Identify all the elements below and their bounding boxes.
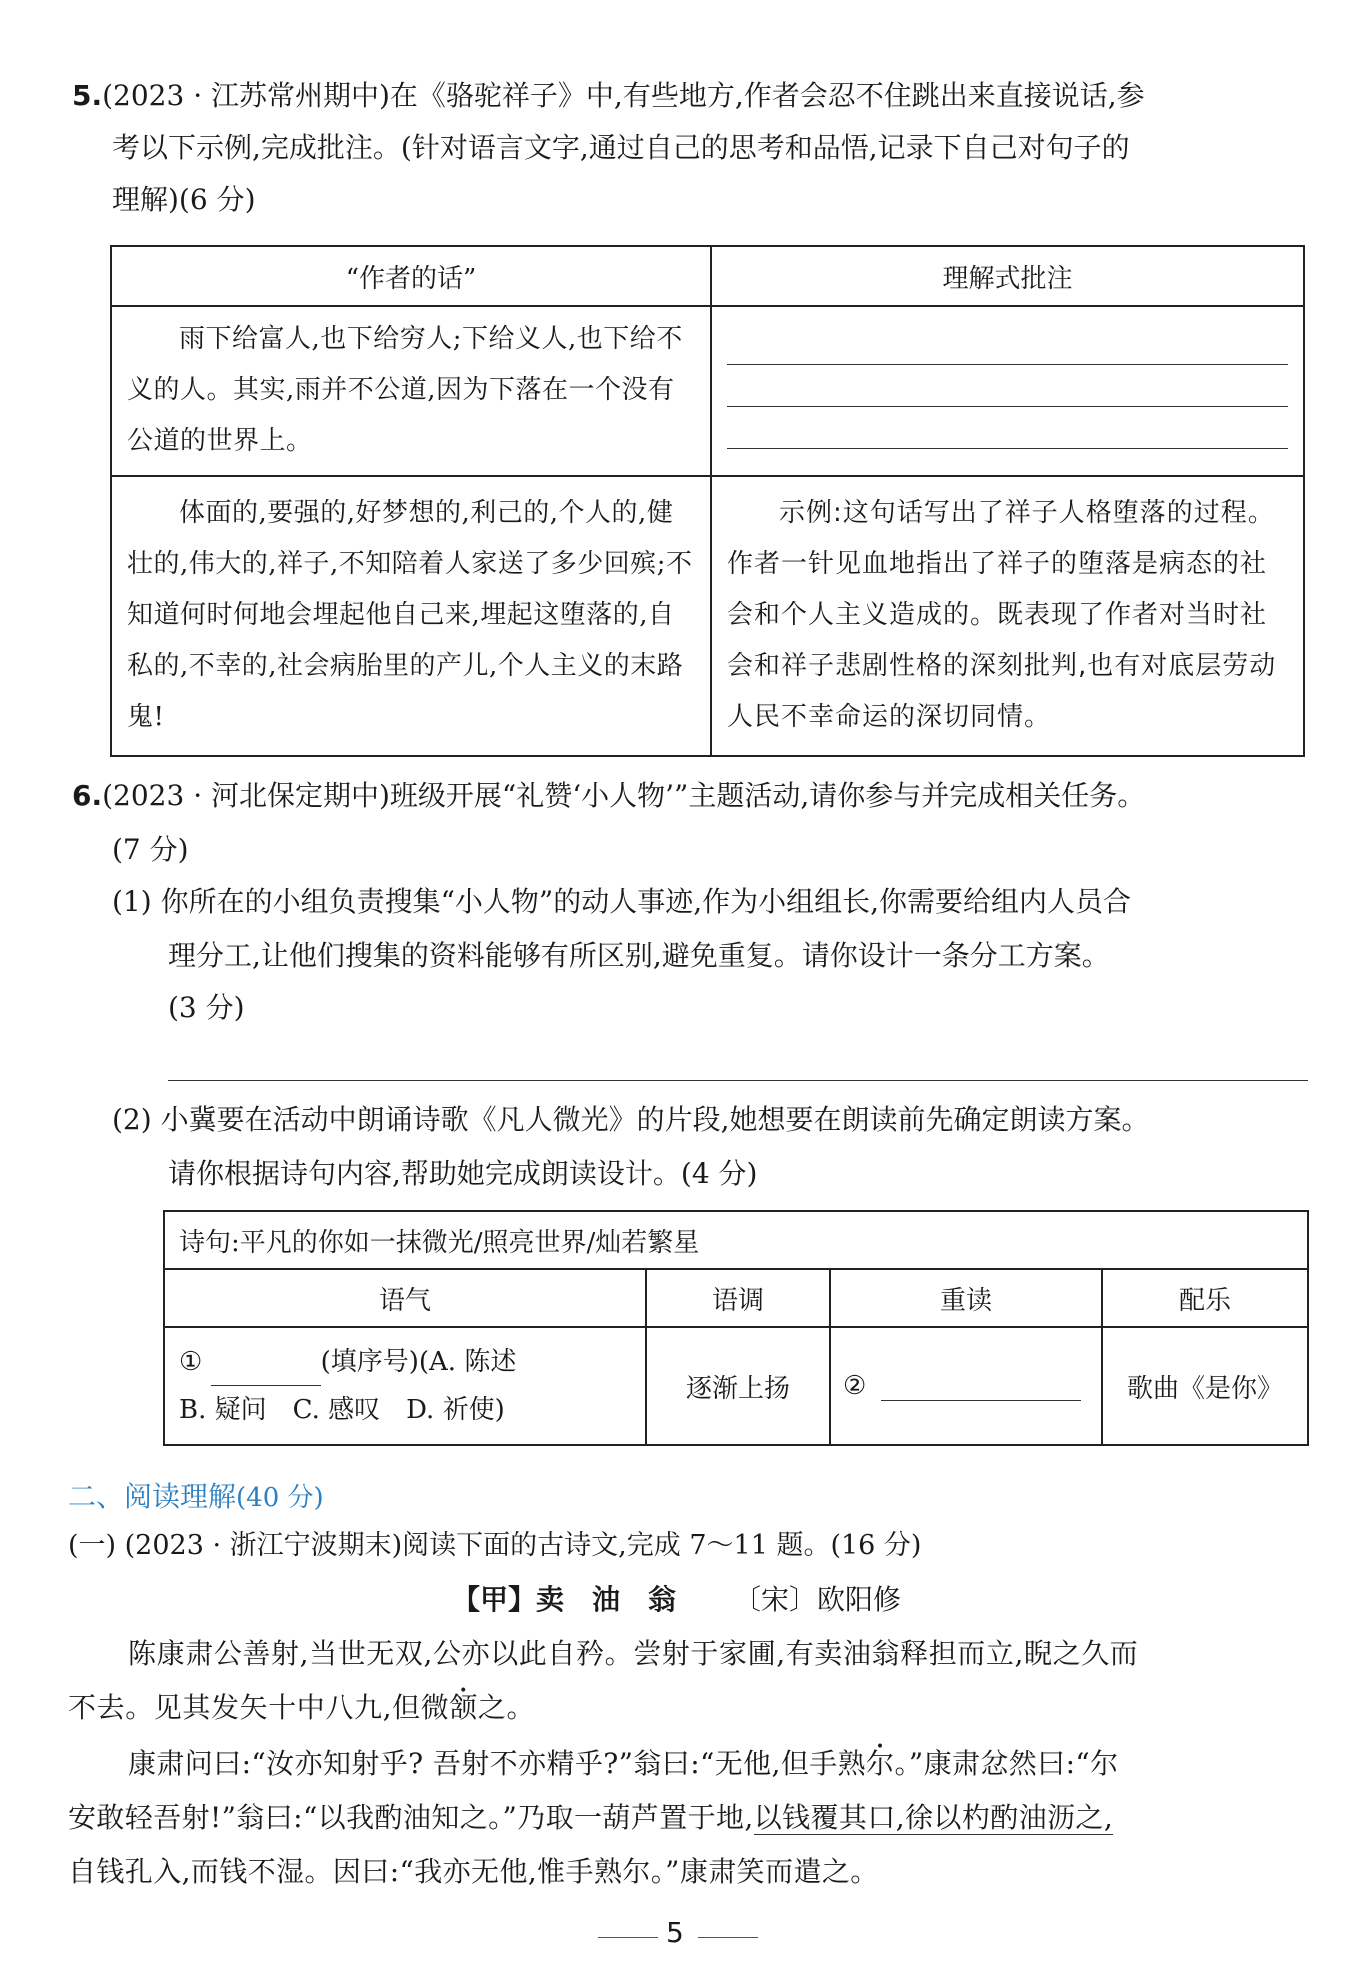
q6-sub1-line2: 理分工,让他们搜集的资料能够有所区别,避免重复。请你设计一条分工方案。 xyxy=(168,939,1110,972)
q5-row1-quote xyxy=(111,306,711,476)
q5-line1 xyxy=(72,78,1145,114)
p2-line2 xyxy=(68,1800,1113,1836)
q6-reading-design-table xyxy=(163,1210,1309,1446)
p2-line1 xyxy=(128,1746,1119,1782)
tone-options-1: (填序号)(A. 陈述 xyxy=(320,1347,517,1377)
q6-stress-cell xyxy=(830,1327,1102,1445)
q6-col-tone: 语气 xyxy=(164,1269,646,1327)
section-title xyxy=(68,1475,324,1515)
p1-line2-b: 之。 xyxy=(477,1691,536,1724)
q6-text-1: (2023 · 河北保定期中)班级开展“礼赞‘小人物’”主题活动,请你参与并完成相关任务。 xyxy=(102,779,1146,812)
q6-col-intonation: 语调 xyxy=(646,1269,830,1327)
blank-marker-2: ② xyxy=(843,1371,867,1401)
underlined-sentence: 以钱覆其口,徐以杓酌油沥之, xyxy=(753,1801,1114,1834)
q6-intonation-cell: 逐渐上扬 xyxy=(646,1327,830,1445)
q5-row1-answer[interactable] xyxy=(711,306,1304,476)
q6-music-cell: 歌曲《是你》 xyxy=(1102,1327,1308,1445)
q6-number: 6. xyxy=(72,779,103,812)
p1-line1: 陈康肃公善射,当世无双,公亦以此自矜。尝射于家圃,有卖油翁释担而立,睨之久而 xyxy=(128,1637,1139,1670)
text-label: 【甲】 xyxy=(452,1583,537,1616)
q5-row1-quote-text: 雨下给富人,也下给穷人;下给义人,也下给不义的人。其实,雨并不公道,因为下落在一个没有公道的世界上。 xyxy=(127,324,683,456)
q5-line2: 考以下示例,完成批注。(针对语言文字,通过自己的思考和品悟,记录下自己对句子的 xyxy=(112,131,1130,164)
q5-text-1: (2023 · 江苏常州期中)在《骆驼祥子》中,有些地方,作者会忍不住跳出来直接说话,参 xyxy=(102,79,1145,112)
answer-line[interactable] xyxy=(727,326,1288,365)
poem-title-line xyxy=(452,1582,901,1618)
q6-poem-row: 诗句:平凡的你如一抹微光/照亮世界/灿若繁星 xyxy=(164,1211,1308,1269)
q6-sub1-line1: (1) 你所在的小组负责搜集“小人物”的动人事迹,作为小组组长,你需要给组内人员合 xyxy=(112,885,1131,918)
emphasized-word-han: 颔 xyxy=(449,1691,478,1724)
p2-line3: 自钱孔入,而钱不湿。因曰:“我亦无他,惟手熟尔。”康肃笑而遣之。 xyxy=(68,1855,879,1888)
q6-sub2-line2: 请你根据诗句内容,帮助她完成朗读设计。(4 分) xyxy=(168,1157,758,1190)
q5-row2-example xyxy=(711,476,1304,756)
q5-number: 5. xyxy=(72,79,103,112)
page-number: 5 xyxy=(666,1916,684,1949)
q6-line1 xyxy=(72,778,1145,814)
q5-annotation-table xyxy=(110,245,1305,757)
blank-marker-1: ① xyxy=(179,1347,203,1377)
text-title: 卖 油 翁 xyxy=(536,1583,677,1616)
q5-row2-quote xyxy=(111,476,711,756)
p2-line2-a: 安敢轻吾射!”翁曰:“以我酌油知之。”乃取一葫芦置于地, xyxy=(68,1801,754,1834)
section-score: (40 分) xyxy=(236,1483,324,1513)
reading1-intro: (一) (2023 · 浙江宁波期末)阅读下面的古诗文,完成 7～11 题。(16 分) xyxy=(68,1530,922,1561)
answer-line[interactable] xyxy=(727,368,1288,407)
q5-header-author-words: “作者的话” xyxy=(111,246,711,306)
q5-row2-example-text: 示例:这句话写出了祥子人格堕落的过程。作者一针见血地指出了祥子的堕落是病态的社会和个人主义造成的。既表现了作者对当时社会和祥子悲剧性格的深刻批判,也有对底层劳动人民不幸命运的深切同情。 xyxy=(727,498,1277,732)
stress-blank[interactable] xyxy=(881,1374,1081,1401)
page-number-rule-right xyxy=(698,1937,758,1938)
tone-blank[interactable] xyxy=(211,1359,321,1386)
q5-row2-quote-text: 体面的,要强的,好梦想的,利己的,个人的,健壮的,伟大的,祥子,不知陪着人家送了多少回殡;不知道何时何地会埋起他自己来,埋起这堕落的,自私的,不幸的,社会病胎里的产儿,个人主义的末路鬼! xyxy=(127,498,693,732)
section-title-text: 二、阅读理解 xyxy=(68,1480,237,1513)
q6-tone-cell xyxy=(164,1327,646,1445)
p2-line1-a: 康肃问曰:“汝亦知射乎? 吾射不亦精乎?”翁曰:“无他,但手熟 xyxy=(128,1747,867,1780)
q6-col-stress: 重读 xyxy=(830,1269,1102,1327)
page-number-rule-left xyxy=(598,1937,658,1938)
q6-sub1-line3: (3 分) xyxy=(168,991,245,1024)
tone-options-2: B. 疑问 C. 感叹 D. 祈使) xyxy=(179,1395,505,1425)
emphasized-word-er: 尔 xyxy=(866,1747,895,1780)
p2-line1-b: 。”康肃忿然曰:“尔 xyxy=(894,1747,1119,1780)
q5-header-annotation: 理解式批注 xyxy=(711,246,1304,306)
q6-line2: (7 分) xyxy=(112,833,189,866)
q6-sub2-line1: (2) 小冀要在活动中朗诵诗歌《凡人微光》的片段,她想要在朗读前先确定朗读方案。 xyxy=(112,1103,1150,1136)
q5-line3: 理解)(6 分) xyxy=(112,183,256,216)
p1-line2-a: 不去。见其发矢十中八九,但微 xyxy=(68,1691,450,1724)
q6-col-music: 配乐 xyxy=(1102,1269,1308,1327)
answer-line[interactable] xyxy=(727,410,1288,449)
text-author: 〔宋〕欧阳修 xyxy=(732,1583,901,1616)
q6-sub1-answer-line[interactable] xyxy=(168,1080,1308,1081)
p1-line2 xyxy=(68,1690,535,1726)
